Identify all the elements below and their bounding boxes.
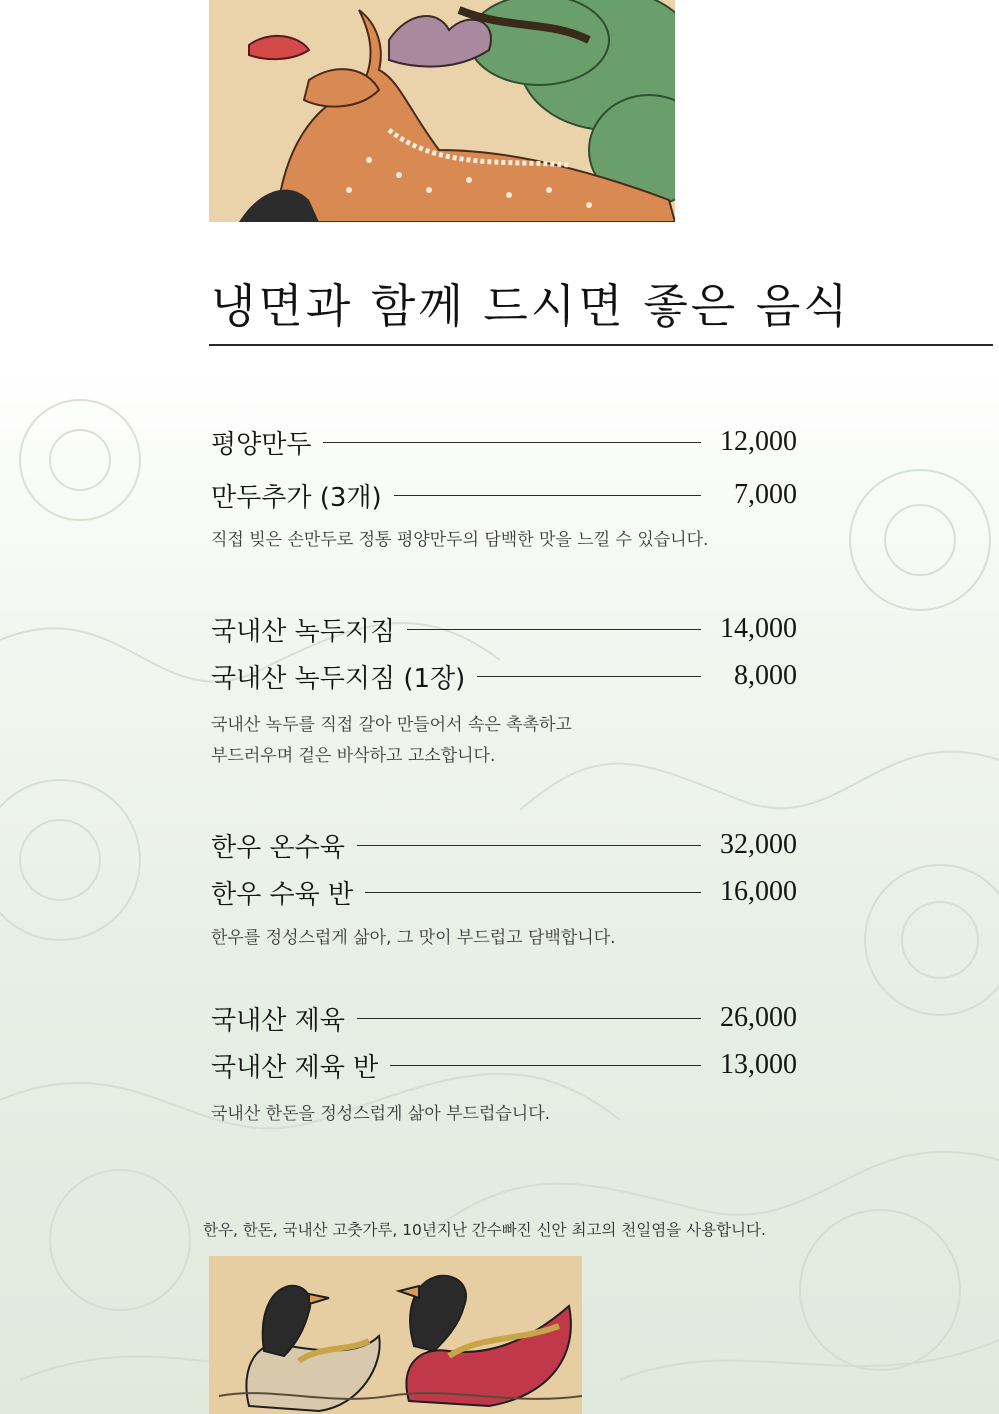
menu-item-jeyuk-half: [211, 1046, 797, 1084]
menu-item-name: 한우 수육 반: [211, 879, 354, 910]
menu-item-hanwoo-onsuyuk: [211, 826, 797, 864]
menu-item-price: 8,000: [734, 660, 797, 691]
menu-description: 부드러우며 겉은 바삭하고 고소합니다.: [211, 746, 496, 766]
dot-leader-line: [365, 892, 701, 893]
menu-item-price: 14,000: [720, 613, 797, 644]
menu-description: 국내산 한돈을 정성스럽게 삶아 부드럽습니다.: [211, 1104, 551, 1124]
menu-item-name: 만두추가 (3개): [211, 482, 382, 513]
menu-item-price: 13,000: [720, 1049, 797, 1080]
menu-item-name: 국내산 제육 반: [211, 1052, 379, 1083]
menu-item-price: 32,000: [720, 829, 797, 860]
menu-item-nokdu-jijim: [211, 610, 797, 648]
dot-leader-line: [407, 629, 701, 630]
menu-item-name: 국내산 녹두지짐 (1장): [211, 663, 466, 694]
menu-item-nokdu-jijim-single: [211, 657, 797, 695]
menu-item-name: 평양만두: [211, 429, 312, 460]
ingredients-footnote: 한우, 한돈, 국내산 고춧가루, 10년지난 간수빠진 신안 최고의 천일염을 사용합니다.: [203, 1221, 766, 1239]
menu-item-extra-mandu: [211, 476, 797, 514]
dot-leader-line: [357, 1018, 701, 1019]
menu-description: 한우를 정성스럽게 삶아, 그 맛이 부드럽고 담백합니다.: [211, 928, 616, 948]
dot-leader-line: [477, 676, 701, 677]
menu-item-price: 7,000: [734, 479, 797, 510]
menu-description: 국내산 녹두를 직접 갈아 만들어서 속은 촉촉하고: [211, 715, 572, 735]
deer-painting-image: [209, 0, 675, 222]
title-divider: [209, 344, 993, 346]
menu-item-name: 국내산 제육: [211, 1005, 345, 1036]
menu-item-price: 26,000: [720, 1002, 797, 1033]
menu-item-price: 16,000: [720, 876, 797, 907]
dot-leader-line: [394, 495, 701, 496]
menu-description: 직접 빚은 손만두로 정통 평양만두의 담백한 맛을 느낄 수 있습니다.: [211, 530, 709, 550]
menu-item-price: 12,000: [720, 426, 797, 457]
menu-item-pyongyang-mandu: [211, 423, 797, 461]
dot-leader-line: [357, 845, 701, 846]
dot-leader-line: [390, 1065, 701, 1066]
menu-item-hanwoo-suyuk-half: [211, 873, 797, 911]
menu-item-jeyuk: [211, 999, 797, 1037]
mandarin-ducks-painting-image: [209, 1256, 582, 1414]
page-title: 냉면과 함께 드시면 좋은 음식: [211, 279, 851, 333]
dot-leader-line: [323, 442, 701, 443]
menu-item-name: 국내산 녹두지짐: [211, 616, 396, 647]
menu-item-name: 한우 온수육: [211, 832, 345, 863]
